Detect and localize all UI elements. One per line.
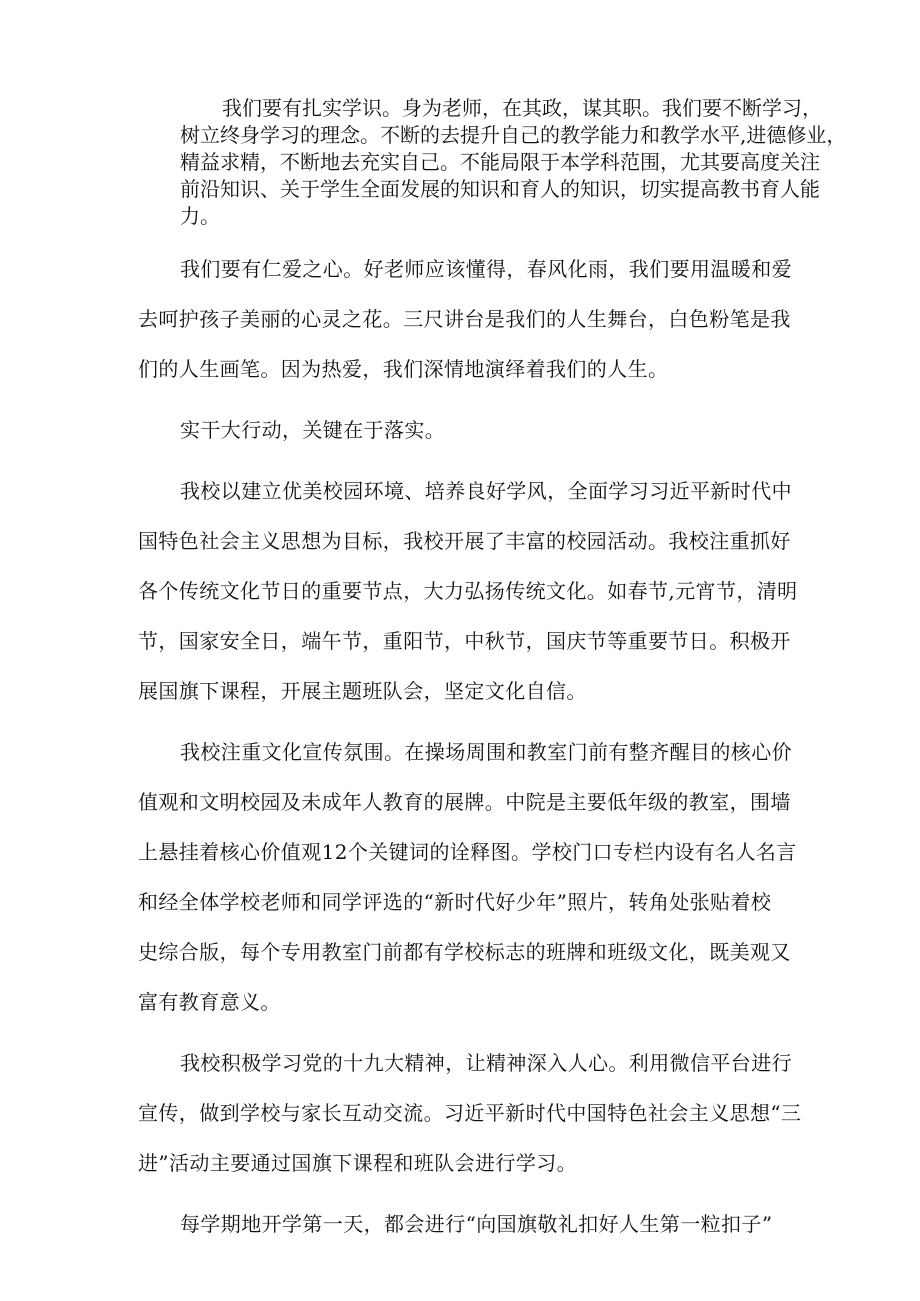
paragraph-knowledge — [138, 95, 847, 230]
text-line: 节，国家安全日，端午节，重阳节，中秋节，国庆节等重要节日。积极开 — [138, 629, 791, 653]
text-line: 展国旗下课程，开展主题班队会，坚定文化自信。 — [138, 679, 587, 703]
text-line: 值观和文明校园及未成年人教育的展牌。中院是主要低年级的教室，围墙 — [138, 790, 791, 814]
text-line: 和经全体学校老师和同学评选的“新时代好少年”照片，转角处张贴着校 — [138, 890, 772, 914]
text-line: 宣传，做到学校与家长互动交流。习近平新时代中国特色社会主义思想“三 — [138, 1101, 802, 1125]
text-line: 们的人生画笔。因为热爱，我们深情地演绎着我们的人生。 — [138, 357, 669, 381]
paragraph-campus-activities — [138, 466, 798, 716]
paragraph-flag-ceremony — [138, 1199, 788, 1249]
text-line: 树立终身学习的理念。不断的去提升自己的教学能力和教学水平,进德修业， — [180, 123, 847, 147]
paragraph-action — [138, 405, 788, 455]
text-line: 我校以建立优美校园环境、培养良好学风，全面学习习近平新时代中 — [180, 479, 792, 503]
paragraph-culture-promotion — [138, 727, 797, 1027]
text-line: 精益求精，不断地去充实自己。不能局限于本学科范围，尤其要高度关注 — [180, 150, 820, 174]
text-line: 前沿知识、关于学生全面发展的知识和育人的知识，切实提高教书育人能 — [180, 177, 820, 201]
text-line: 我校积极学习党的十九大精神，让精神深入人心。利用微信平台进行 — [180, 1051, 792, 1075]
paragraph-party-study — [138, 1038, 802, 1188]
text-line: 去呵护孩子美丽的心灵之花。三尺讲台是我们的人生舞台，白色粉笔是我 — [138, 307, 791, 331]
text-line: 国特色社会主义思想为目标，我校开展了丰富的校园活动。我校注重抓好 — [138, 529, 791, 553]
text-line: 实干大行动，关键在于落实。 — [180, 418, 446, 442]
document-page — [138, 95, 847, 1260]
text-line: 进”活动主要通过国旗下课程和班队会进行学习。 — [138, 1151, 578, 1175]
paragraph-benevolence — [138, 244, 792, 394]
text-line: 我校注重文化宣传氛围。在操场周围和教室门前有整齐醒目的核心价 — [180, 740, 792, 764]
text-line: 富有教育意义。 — [138, 990, 281, 1014]
text-line: 我们要有扎实学识。身为老师，在其政，谋其职。我们要不断学习， — [222, 96, 822, 120]
text-line: 上悬挂着核心价值观12个关键词的诠释图。学校门口专栏内设有名人名言 — [138, 840, 797, 864]
text-line: 力。 — [180, 204, 220, 228]
text-line: 史综合版，每个专用教室门前都有学校标志的班牌和班级文化，既美观又 — [138, 940, 791, 964]
text-line: 我们要有仁爱之心。好老师应该懂得，春风化雨，我们要用温暖和爱 — [180, 257, 792, 281]
text-line: 每学期地开学第一天，都会进行“向国旗敬礼扣好人生第一粒扣子” — [180, 1212, 773, 1236]
text-line: 各个传统文化节日的重要节点，大力弘扬传统文化。如春节,元宵节，清明 — [138, 579, 798, 603]
